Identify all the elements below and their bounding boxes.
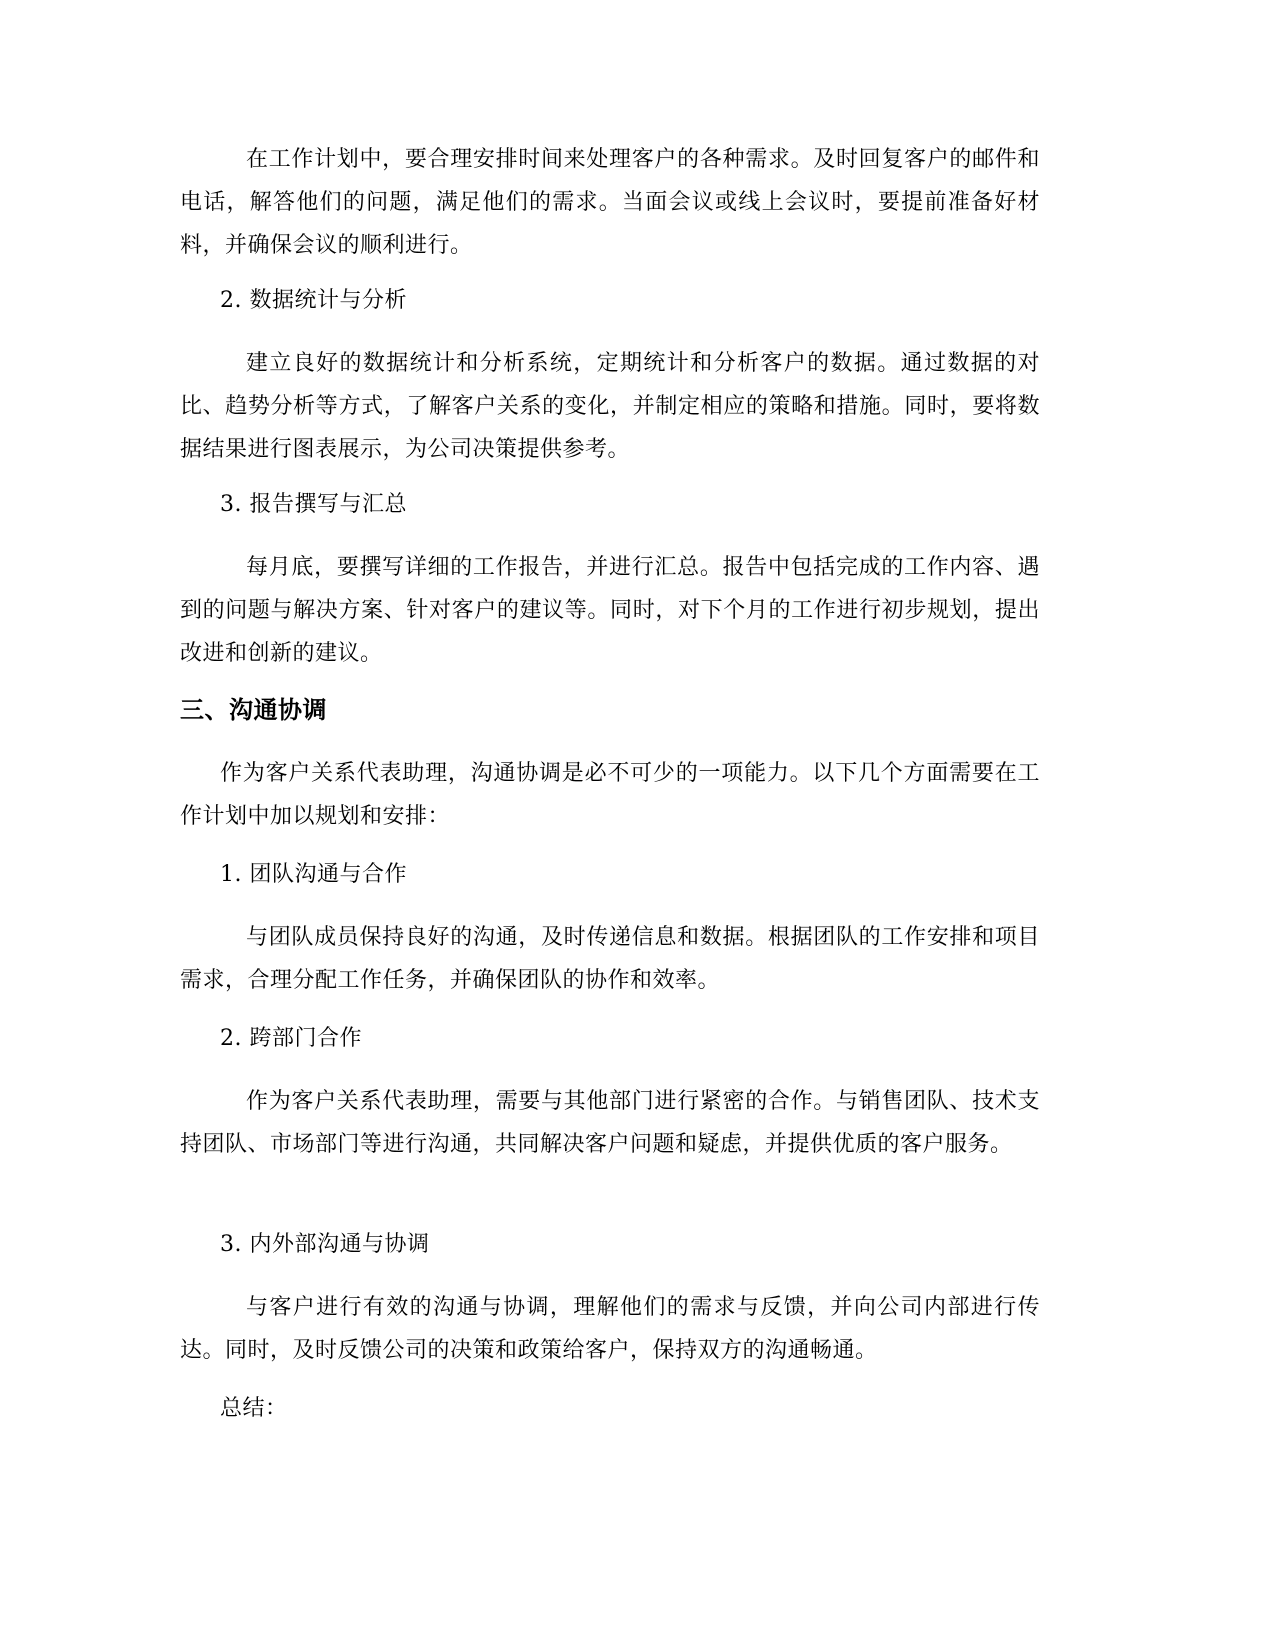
paragraph-customer-needs: 在工作计划中，要合理安排时间来处理客户的各种需求。及时回复客户的邮件和电话，解答他们的问题，满足他们的需求。当面会议或线上会议时，要提前准备好材料，并确保会议的顺利进行。	[180, 147, 1040, 258]
item-team-communication: 1. 团队沟通与合作	[220, 862, 407, 887]
item-report-writing: 3. 报告撰写与汇总	[220, 492, 407, 517]
paragraph-cross-department: 作为客户关系代表助理，需要与其他部门进行紧密的合作。与销售团队、技术支持团队、市场部门等进行沟通，共同解决客户问题和疑虑，并提供优质的客户服务。	[180, 1089, 1040, 1157]
paragraph-internal-external: 与客户进行有效的沟通与协调，理解他们的需求与反馈，并向公司内部进行传达。同时，及时反馈公司的决策和政策给客户，保持双方的沟通畅通。	[180, 1295, 1040, 1363]
section-heading-communication: 三、沟通协调	[180, 696, 327, 724]
paragraph-team-communication: 与团队成员保持良好的沟通，及时传递信息和数据。根据团队的工作安排和项目需求，合理分配工作任务，并确保团队的协作和效率。	[180, 925, 1040, 993]
paragraph-data-statistics: 建立良好的数据统计和分析系统，定期统计和分析客户的数据。通过数据的对比、趋势分析等方式，了解客户关系的变化，并制定相应的策略和措施。同时，要将数据结果进行图表展示，为公司决策提供参考。	[180, 351, 1040, 462]
item-cross-department: 2. 跨部门合作	[220, 1026, 362, 1051]
item-data-statistics: 2. 数据统计与分析	[220, 288, 407, 313]
paragraph-report-writing: 每月底，要撰写详细的工作报告，并进行汇总。报告中包括完成的工作内容、遇到的问题与解决方案、针对客户的建议等。同时，对下个月的工作进行初步规划，提出改进和创新的建议。	[180, 555, 1040, 666]
paragraph-communication-intro: 作为客户关系代表助理，沟通协调是必不可少的一项能力。以下几个方面需要在工作计划中加以规划和安排：	[180, 761, 1040, 829]
summary-label: 总结：	[220, 1396, 288, 1421]
item-internal-external: 3. 内外部沟通与协调	[220, 1232, 430, 1257]
